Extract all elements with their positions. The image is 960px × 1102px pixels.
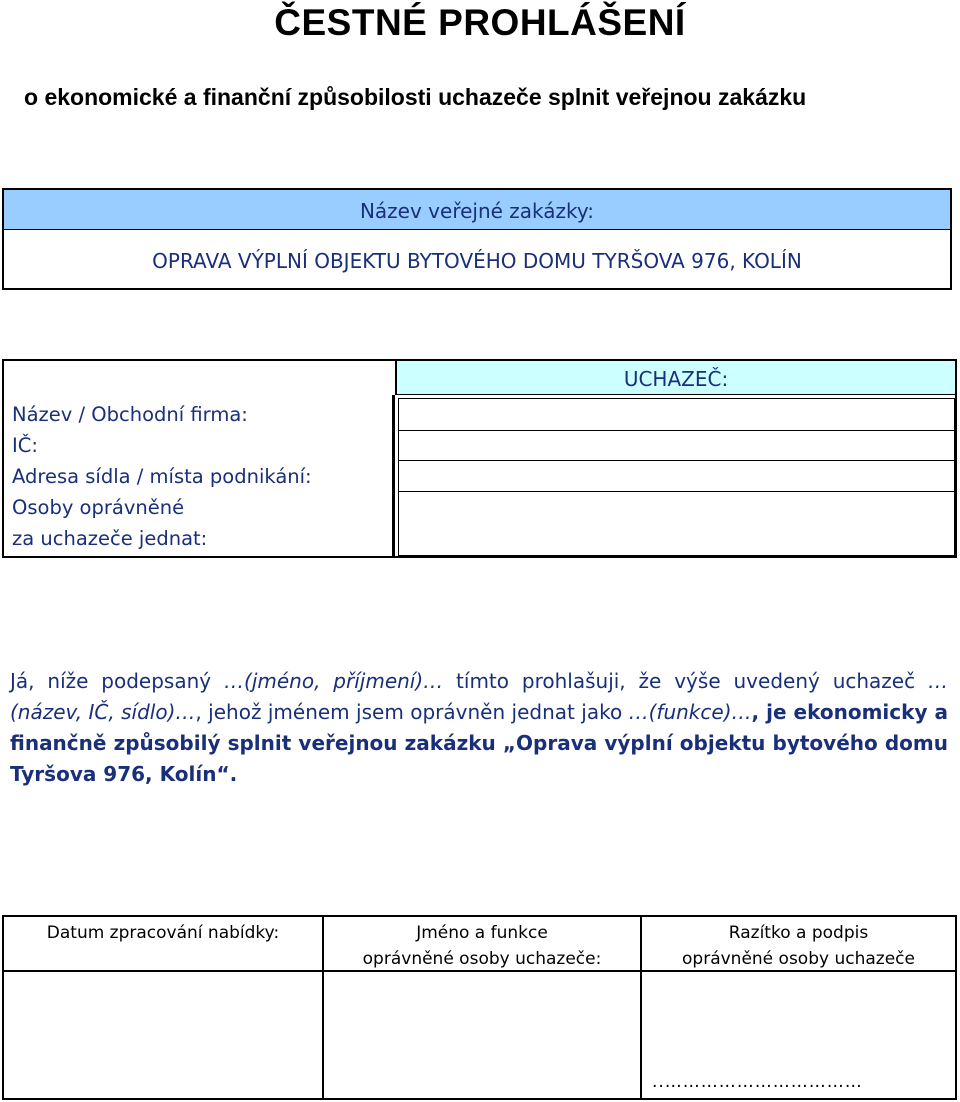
authorized-persons-field[interactable] [398,491,955,556]
label-address: Adresa sídla / místa podnikání: [12,465,312,488]
ic-field[interactable] [398,430,955,461]
declaration-paragraph [10,666,948,790]
contract-heading: Název veřejné zakázky: [4,190,950,230]
declaration-text-1: Já, níže podepsaný [10,669,225,693]
document-title: ČESTNÉ PROHLÁŠENÍ [274,2,686,43]
stamp-label-line-2: oprávněné osoby uchazeče [682,949,915,969]
label-authorized-persons-1: Osoby oprávněné [12,496,185,519]
stamp-label-line-1: Razítko a podpis [728,923,869,943]
stamp-column [640,917,955,1098]
company-name-field[interactable] [398,398,955,431]
signature-line: ..…………………………… [652,1072,863,1092]
declaration-text-2: tímto prohlašuji, že výše uvedený uchazeč [443,669,928,693]
name-heading [324,917,640,972]
date-label: Datum zpracování nabídky: [46,923,280,943]
placeholder-company: …(název, IČ, sídlo)… [10,669,948,724]
address-field[interactable] [398,460,955,492]
document-subtitle: o ekonomické a finanční způsobilosti uchazeče splnit veřejnou zakázku [24,84,807,110]
applicant-labels [12,399,392,554]
declaration-statement: , je ekonomicky a finančně způsobilý splnit veřejnou zakázku „Oprava výplní objektu bytového domu Tyršova 976, Kolín“. [10,700,948,786]
placeholder-function: …(funkce)… [628,700,752,724]
date-column [4,917,322,1098]
applicant-table [2,359,957,558]
applicant-heading: UCHAZEČ: [395,361,955,395]
signature-table [2,915,957,1100]
applicant-fields [398,398,955,556]
stamp-heading [642,917,955,972]
date-heading [4,917,322,972]
contract-name: OPRAVA VÝPLNÍ OBJEKTU BYTOVÉHO DOMU TYRŠOVA 976, KOLÍN [152,249,802,273]
column-divider [392,395,395,556]
placeholder-name: …(jméno, příjmení)… [224,669,444,693]
name-label-line-2: oprávněné osoby uchazeče: [362,949,602,969]
declaration-text-3: , jehož jménem jsem oprávněn jednat jako [195,700,629,724]
label-authorized-persons-2: za uchazeče jednat: [12,527,208,550]
label-company-name: Název / Obchodní firma: [12,403,248,426]
contract-name-box [2,188,952,290]
name-label-line-1: Jméno a funkce [416,923,548,943]
label-ic: IČ: [12,434,38,457]
name-column [322,917,640,1098]
